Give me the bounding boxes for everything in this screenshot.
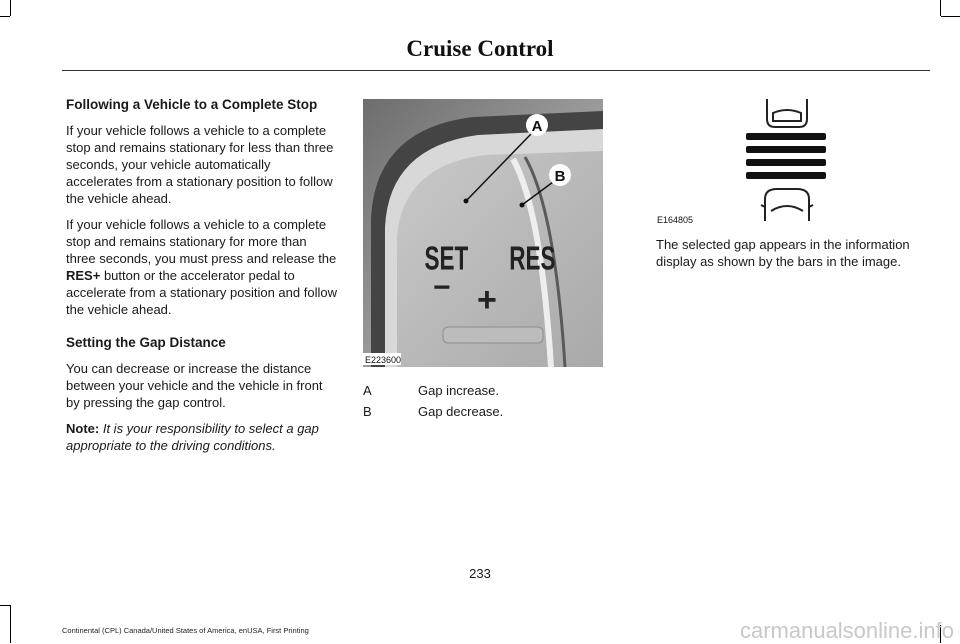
gap-bar <box>746 146 826 153</box>
lead-vehicle-icon <box>767 99 807 127</box>
callout-b-point <box>520 203 525 208</box>
crop-mark <box>10 605 11 643</box>
paragraph-gap-control: You can decrease or increase the distance between your vehicle and the vehicle in front by pressing the gap control. <box>66 361 323 410</box>
note-label: Note: <box>66 421 100 436</box>
legend-letter: B <box>363 404 372 419</box>
figure-legend <box>363 383 603 425</box>
crop-mark <box>0 605 10 606</box>
note-text: It is your responsibility to select a gap appropriate to the driving conditions. <box>66 421 319 453</box>
page-title: Cruise Control <box>406 36 554 61</box>
heading-following-stop: Following a Vehicle to a Complete Stop <box>66 97 318 112</box>
gap-bar <box>746 159 826 166</box>
plus-sign: + <box>477 281 497 319</box>
legend-text: Gap decrease. <box>418 404 504 419</box>
res-plus-label: RES+ <box>66 268 101 283</box>
print-footer: Continental (CPL) Canada/United States of America, enUSA, First Printing <box>62 626 309 635</box>
gap-display-caption: The selected gap appears in the information display as shown by the bars in the image. <box>656 237 910 269</box>
header-rule <box>62 70 930 71</box>
figure-id-label: E223600 <box>365 355 402 365</box>
crop-mark <box>10 0 11 16</box>
page-number: 233 <box>469 566 491 581</box>
figure-id-label: E164805 <box>657 215 694 225</box>
crop-mark <box>940 0 941 16</box>
note <box>66 420 338 454</box>
crop-mark <box>941 16 960 17</box>
gap-bar <box>746 133 826 140</box>
heading-gap-distance: Setting the Gap Distance <box>66 335 226 350</box>
paragraph-less-than-three: If your vehicle follows a vehicle to a complete stop and remains stationary for less than three seconds, your vehicle automatically accelerates from a stationary position to follow the vehicle ahead. <box>66 123 334 206</box>
callout-a-point <box>464 199 469 204</box>
set-button-label: SET <box>424 239 469 277</box>
minus-sign: − <box>433 271 451 304</box>
watermark: carmanualsonline.info <box>739 618 954 643</box>
gap-bars <box>746 133 826 179</box>
res-button-label: RES <box>509 239 556 277</box>
legend-row <box>363 404 603 419</box>
text-column <box>66 96 338 463</box>
gap-bars-illustration <box>655 99 935 229</box>
legend-letter: A <box>363 383 372 398</box>
paragraph-more-than-three: If your vehicle follows a vehicle to a complete stop and remains stationary for more than three seconds, you must press and release the RES+ button or the accelerator pedal to accelerate from a stationary position and follow the vehicle ahead. <box>66 217 337 317</box>
own-vehicle-icon <box>761 189 813 221</box>
callout-a-letter: A <box>531 118 543 135</box>
legend-text: Gap increase. <box>418 383 499 398</box>
gap-control-photo <box>363 99 603 367</box>
gap-bar <box>746 172 826 179</box>
callout-b-letter: B <box>554 168 566 185</box>
crop-mark <box>0 16 10 17</box>
legend-row <box>363 383 603 398</box>
